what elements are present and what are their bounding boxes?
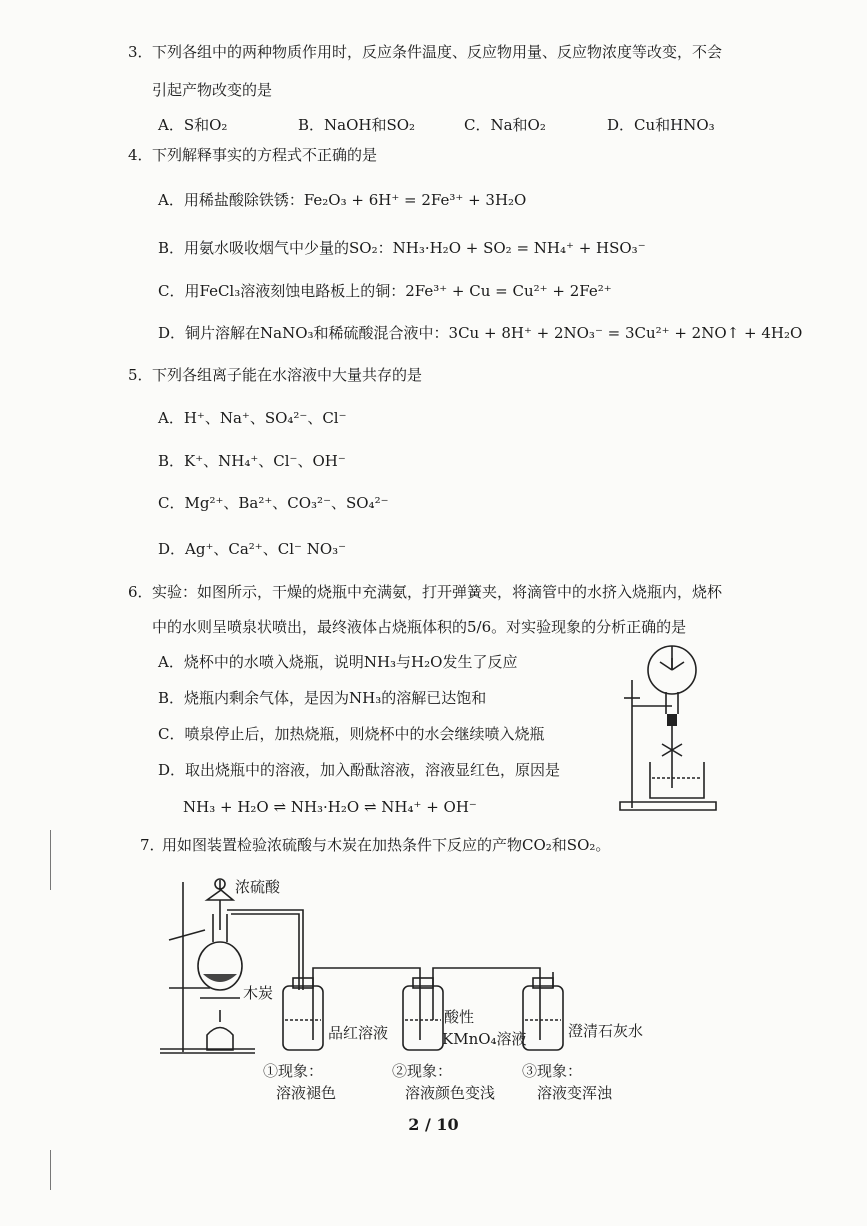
- q4-option-c: C．用FeCl₃溶液刻蚀电路板上的铜：2Fe³⁺ + Cu = Cu²⁺ + 2Fe²⁺: [158, 282, 612, 300]
- phenomenon-1-text: 溶液褪色: [276, 1084, 337, 1102]
- q3-option-d: D．Cu和HNO₃: [607, 116, 715, 134]
- q3-number: 3．: [128, 43, 153, 61]
- q7-number: 7．: [140, 836, 165, 854]
- q6-option-a: A．烧杯中的水喷入烧瓶，说明NH₃与H₂O发生了反应: [158, 653, 518, 671]
- phenomenon-3-title: ③现象：: [522, 1062, 583, 1080]
- q5-option-c: C．Mg²⁺、Ba²⁺、CO₃²⁻、SO₄²⁻: [158, 494, 389, 512]
- q6-option-c: C．喷泉停止后，加热烧瓶，则烧杯中的水会继续喷入烧瓶: [158, 725, 545, 743]
- q3-option-b: B．NaOH和SO₂: [298, 116, 416, 134]
- q5-option-d: D．Ag⁺、Ca²⁺、Cl⁻ NO₃⁻: [158, 540, 347, 558]
- q5-stem: 下列各组离子能在水溶液中大量共存的是: [152, 366, 423, 384]
- q4-number: 4．: [128, 146, 153, 164]
- label-bottle3-solution: 澄清石灰水: [568, 1022, 644, 1040]
- scan-edge-mark: [50, 1150, 51, 1190]
- q3-stem-line2: 引起产物改变的是: [152, 81, 273, 99]
- label-bottle2-line1: 酸性: [444, 1008, 475, 1026]
- q6-option-b: B．烧瓶内剩余气体，是因为NH₃的溶解已达饱和: [158, 689, 487, 707]
- q4-stem: 下列解释事实的方程式不正确的是: [152, 146, 378, 164]
- q4-option-a: A．用稀盐酸除铁锈：Fe₂O₃ + 6H⁺ = 2Fe³⁺ + 3H₂O: [158, 191, 527, 209]
- q3-stem-line1: 下列各组中的两种物质作用时，反应条件温度、反应物用量、反应物浓度等改变，不会: [152, 43, 723, 61]
- phenomenon-3-text: 溶液变浑浊: [537, 1084, 613, 1102]
- q5-option-b: B．K⁺、NH₄⁺、Cl⁻、OH⁻: [158, 452, 346, 470]
- q5-option-a: A．H⁺、Na⁺、SO₄²⁻、Cl⁻: [158, 409, 347, 427]
- scan-edge-mark: [50, 830, 51, 890]
- q4-option-b: B．用氨水吸收烟气中少量的SO₂：NH₃·H₂O + SO₂ = NH₄⁺ + HSO₃⁻: [158, 239, 646, 257]
- q6-stem-line1: 实验：如图所示，干燥的烧瓶中充满氨，打开弹簧夹，将滴管中的水挤入烧瓶内，烧杯: [152, 583, 723, 601]
- label-bottle2-line2: KMnO₄溶液: [442, 1030, 527, 1048]
- q5-number: 5．: [128, 366, 153, 384]
- phenomenon-2-title: ②现象：: [392, 1062, 453, 1080]
- q3-option-a: A．S和O₂: [158, 116, 228, 134]
- label-bottle1-solution: 品红溶液: [328, 1024, 389, 1042]
- fountain-apparatus-figure: [612, 638, 722, 816]
- q7-stem: 用如图装置检验浓硫酸与木炭在加热条件下反应的产物CO₂和SO₂。: [162, 836, 611, 854]
- q6-number: 6．: [128, 583, 153, 601]
- q6-equation: NH₃ + H₂O ⇌ NH₃·H₂O ⇌ NH₄⁺ + OH⁻: [183, 798, 477, 816]
- phenomenon-2-text: 溶液颜色变浅: [405, 1084, 496, 1102]
- phenomenon-1-title: ①现象：: [263, 1062, 324, 1080]
- q6-option-d: D．取出烧瓶中的溶液，加入酚酞溶液，溶液显红色，原因是: [158, 761, 561, 779]
- label-charcoal: 木炭: [243, 984, 274, 1002]
- q6-stem-line2: 中的水则呈喷泉状喷出，最终液体占烧瓶体积的5/6。对实验现象的分析正确的是: [152, 618, 687, 636]
- q3-option-c: C．Na和O₂: [464, 116, 546, 134]
- label-concentrated-sulfuric-acid: 浓硫酸: [235, 878, 281, 896]
- page-number: 2 / 10: [408, 1115, 459, 1134]
- q4-option-d: D．铜片溶解在NaNO₃和稀硫酸混合液中：3Cu + 8H⁺ + 2NO₃⁻ = 3Cu²⁺ + 2NO↑ + 4H₂O: [158, 324, 803, 342]
